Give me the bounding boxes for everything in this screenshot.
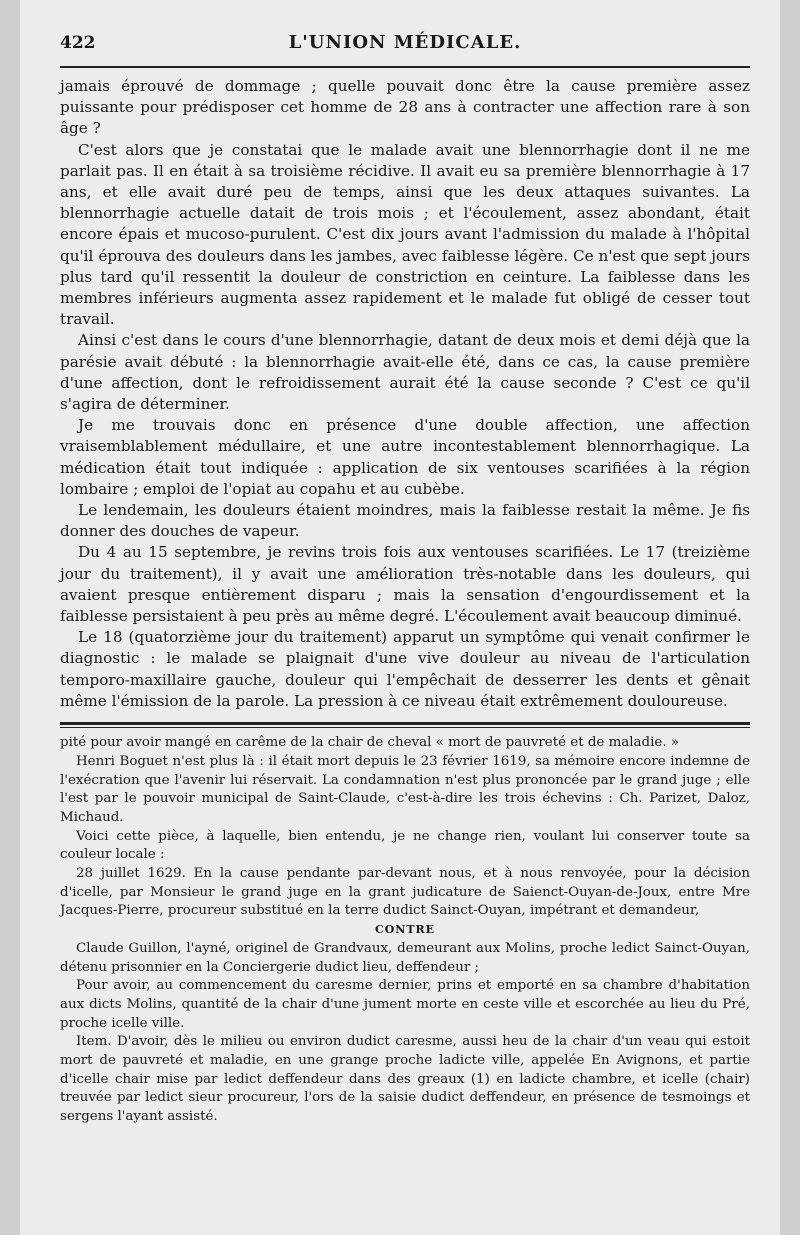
note-paragraph: 28 juillet 1629. En la cause pendante par-devant nous, et à nous renvoyée, pour la décision d'icelle, par Monsieur le grand juge en la grant judicature de Saienct-Ouyan-de-Joux, entre Mre Jacques-Pierre, procureur substitué en la terre dudict Sainct-Ouyan, impétrant et demandeur,	[60, 866, 750, 919]
document-page	[20, 0, 780, 1235]
note-heading-contre: CONTRE	[374, 923, 436, 937]
paragraph: Le lendemain, les douleurs étaient moindres, mais la faiblesse restait la même. Je fis donner des douches de vapeur.	[60, 501, 750, 541]
paragraph: jamais éprouvé de dommage ; quelle pouvait donc être la cause première assez puissante pour prédisposer cet homme de 28 ans à contracter une affection rare à son âge ?	[60, 77, 750, 138]
paragraph: C'est alors que je constatai que le malade avait une blennorrhagie dont il ne me parlait pas. Il en était à sa troisième récidive. Il avait eu sa première blennorrhagie à 17 ans, et elle avait duré peu de temps, ainsi que les deux attaques suivantes. La blennorrhagie actuelle datait de trois mois ; et l'écoulement, assez abondant, était encore épais et mucoso-purulent. C'est dix jours avant l'admission du malade à l'hôpital qu'il éprouva des douleurs dans les jambes, avec faiblesse légère. Ce n'est que sept jours plus tard qu'il ressentit la douleur de constriction en ceinture. La faiblesse dans les membres inférieurs augmenta assez rapidement et le malade fut obligé de cesser tout travail.	[60, 140, 750, 329]
paragraph: Le 18 (quatorzième jour du traitement) apparut un symptôme qui venait confirmer le diagnostic : le malade se plaignait d'une vive douleur au niveau de l'articulation temporo-maxillaire gauche, douleur qui l'empêchait de desserrer les dents et gênait même l'émission de la parole. La pression à ce niveau était extrêmement douloureuse.	[60, 628, 750, 710]
note-paragraph: Pour avoir, au commencement du caresme dernier, prins et emporté en sa chambre d'habitation aux dicts Molins, quantité de la chair d'une jument morte en ceste ville et escorchée au lieu du Pré, proche icelle ville.	[60, 978, 750, 1031]
note-paragraph: Item. D'avoir, dès le milieu ou environ dudict caresme, aussi heu de la chair d'un veau qui estoit mort de pauvreté et maladie, en une grange proche ladicte ville, appelée En Avignons, et partie d'icelle chair mise par ledict deffendeur dans des greaux (1) en ladicte chambre, et icelle (chair) treuvée par ledict sieur procureur, l'ors de la saisie dudict deffendeur, en présence de tesmoings et sergens l'ayant assisté.	[60, 1034, 750, 1125]
footnote-divider	[60, 722, 750, 728]
paragraph: Je me trouvais donc en présence d'une double affection, une affection vraisemblablement médullaire, et une autre incontestablement blennorrhagique. La médication était tout indiquée : application de six ventouses scarifiées à la région lombaire ; emploi de l'opiat au copahu et au cubèbe.	[60, 416, 750, 498]
note-paragraph: Voici cette pièce, à laquelle, bien entendu, je ne change rien, voulant lui conserver toute sa couleur locale :	[60, 828, 750, 863]
note-paragraph: pité pour avoir mangé en carême de la chair de cheval « mort de pauvreté et de maladie. »	[60, 735, 680, 751]
paragraph: Ainsi c'est dans le cours d'une blennorrhagie, datant de deux mois et demi déjà que la parésie avait débuté : la blennorrhagie avait-elle été, dans ce cas, la cause première d'une affection, dont le refroidissement aurait été la cause seconde ? C'est ce qu'il s'agira de déterminer.	[60, 331, 750, 414]
main-text	[60, 76, 750, 712]
running-title: L'UNION MÉDICALE.	[288, 32, 522, 53]
page-header	[60, 32, 750, 68]
page-number: 422	[60, 33, 96, 53]
footnote-text	[60, 734, 750, 1127]
note-paragraph: Claude Guillon, l'ayné, originel de Grandvaux, demeurant aux Molins, proche ledict Sainct-Ouyan, détenu prisonnier en la Conciergerie dudict lieu, deffendeur ;	[60, 940, 750, 975]
note-paragraph: Henri Boguet n'est plus là : il était mort depuis le 23 février 1619, sa mémoire encore indemne de l'exécration que l'avenir lui réservait. La condamnation n'est plus prononcée par le grand juge ; elle l'est par le pouvoir municipal de Saint-Claude, c'est-à-dire les trois échevins : Ch. Parizet, Daloz, Michaud.	[60, 753, 750, 825]
paragraph: Du 4 au 15 septembre, je revins trois fois aux ventouses scarifiées. Le 17 (treizième jour du traitement), il y avait une amélioration très-notable dans les douleurs, qui avaient presque entièrement disparu ; mais la sensation d'engourdissement et la faiblesse persistaient à peu près au même degré. L'écoulement avait beaucoup diminué.	[60, 543, 750, 626]
